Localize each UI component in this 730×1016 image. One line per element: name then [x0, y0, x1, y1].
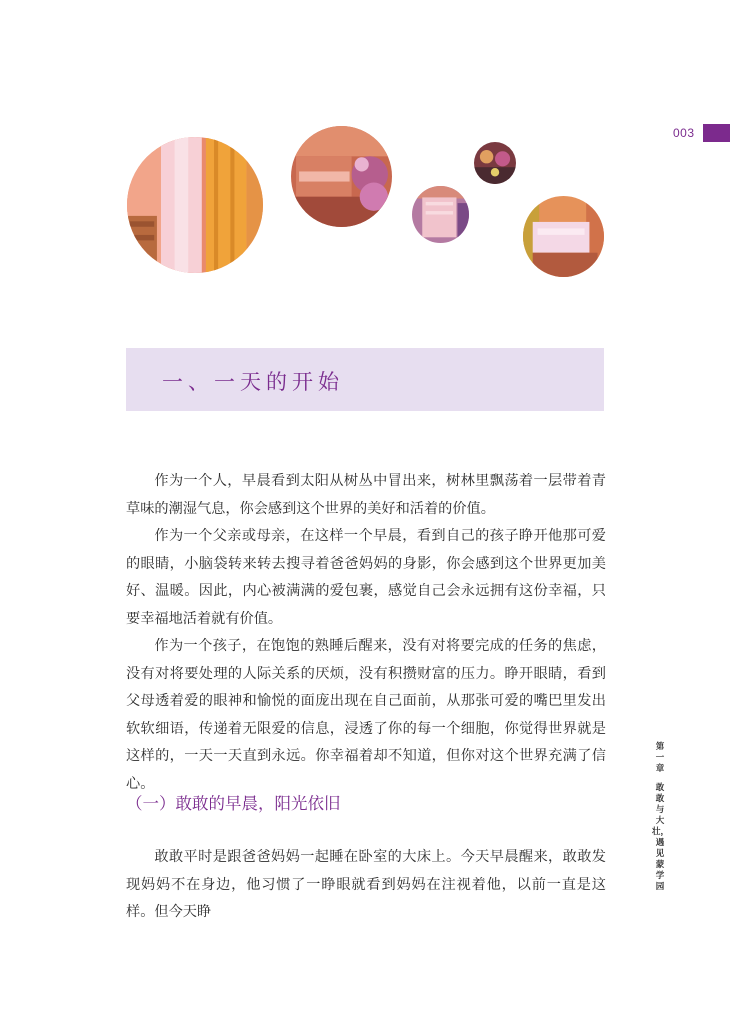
- paragraph: 作为一个父亲或母亲，在这样一个早晨，看到自己的孩子睁开他那可爱的眼睛，小脑袋转来转去搜寻着爸爸妈妈的身影，你会感到这个世界更加美好、温暖。因此，内心被满满的爱包裹，感觉自己会永远拥有这份幸福，只要幸福地活着就有价值。: [126, 528, 606, 627]
- paragraph: 作为一个人，早晨看到太阳从树丛中冒出来，树林里飘荡着一层带着青草味的潮湿气息，你会感到这个世界的美好和活着的价值。: [126, 473, 606, 517]
- section-title: 一、一天的开始: [162, 370, 344, 394]
- subsection-title: （一）敢敢的早晨，阳光依旧: [126, 794, 341, 813]
- chapter-side-marker: [652, 742, 668, 893]
- chapter-title: 敢敢与大壮，遇见蒙学园: [652, 783, 670, 892]
- page-tab-marker: [703, 124, 730, 142]
- photo-icon: [291, 126, 392, 227]
- page-number: 003: [673, 126, 695, 140]
- photo-icon: [412, 186, 469, 243]
- bedroom-curtain-photo: [127, 137, 263, 273]
- paragraph: 作为一个孩子，在饱饱的熟睡后醒来，没有对将要完成的任务的焦虑，没有对将要处理的人际关系的厌烦，没有积攒财富的压力。睁开眼睛，看到父母透着爱的眼神和愉悦的面庞出现在自己面前，从那张可爱的嘴巴里发出软软细语，传递着无限爱的信息，浸透了你的每一个细胞，你觉得世界就是这样的，一天一天直到永远。你幸福着却不知道，但你对这个世界充满了信心。: [126, 638, 606, 792]
- section-banner: [126, 348, 604, 411]
- subsection-text-block: [126, 844, 606, 927]
- pink-dress-photo: [412, 186, 469, 243]
- toys-shelf-photo: [474, 142, 516, 184]
- intro-text-block: [126, 468, 606, 798]
- photo-icon: [474, 142, 516, 184]
- bedroom-bed-photo: [291, 126, 392, 227]
- crib-blanket-photo: [523, 196, 604, 277]
- paragraph: 敢敢平时是跟爸爸妈妈一起睡在卧室的大床上。今天早晨醒来，敢敢发现妈妈不在身边，他习惯了一睁眼就看到妈妈在注视着他，以前一直是这样。但今天睁: [126, 849, 606, 920]
- photo-icon: [523, 196, 604, 277]
- photo-icon: [127, 137, 263, 273]
- chapter-number: 第一章: [655, 742, 665, 774]
